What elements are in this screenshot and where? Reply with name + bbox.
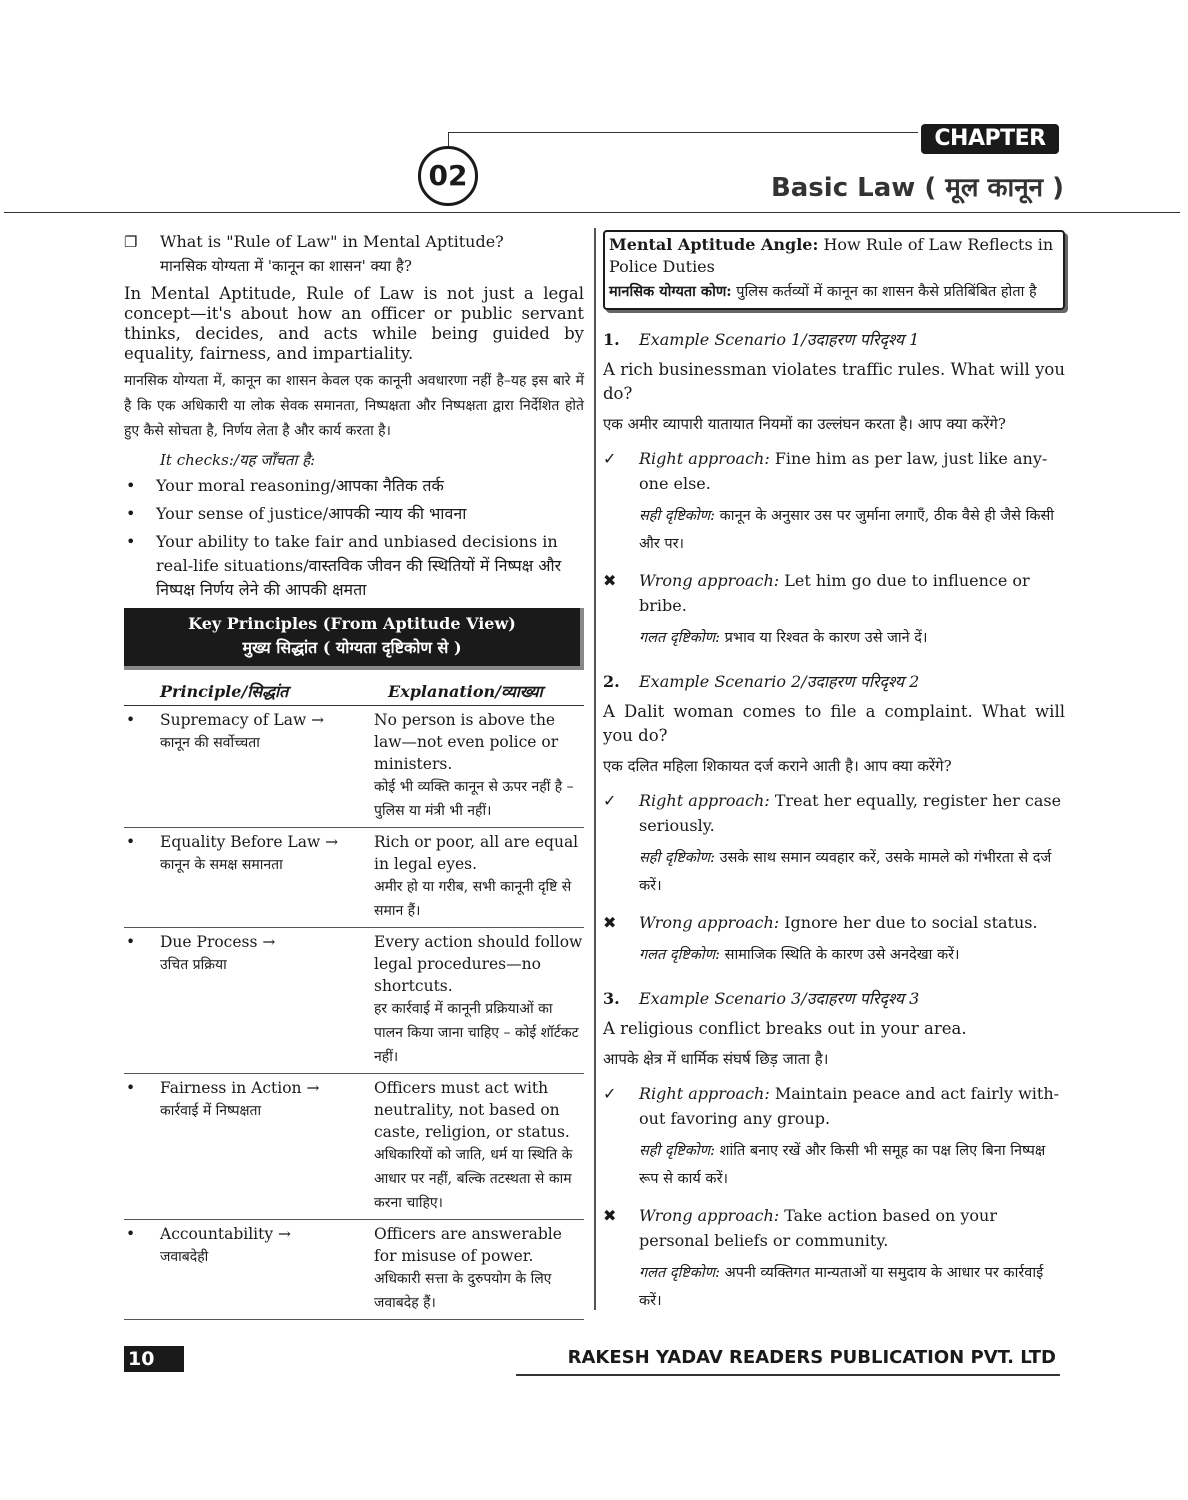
right-approach-label-hi: सही दृष्टिकोण: (639, 508, 716, 524)
list-item: • Your sense of justice/आपकी न्याय की भावना (124, 502, 584, 526)
key-principles-title-en: Key Principles (From Aptitude View) (188, 614, 516, 633)
wrong-approach-hi: सामाजिक स्थिति के कारण उसे अनदेखा करें। (724, 947, 960, 963)
key-principles-banner (124, 608, 584, 670)
principle-en: • Fairness in Action → (160, 1079, 320, 1097)
wrong-approach-en: Take action based on your personal beliefs or community. (639, 1206, 997, 1250)
scenario-number: 1. (603, 330, 620, 349)
list-item: • Your ability to take fair and unbiased decisions in real-life situations/वास्तविक जीवन की स्थितियों में निष्पक्ष और निष्पक्ष निर्णय लेने की आपकी क्षमता (124, 530, 584, 602)
scenario-question-en: A religious conflict breaks out in your area. (603, 1019, 967, 1038)
page-number: 10 (124, 1346, 184, 1372)
question-en: What is "Rule of Law" in Mental Aptitude? (160, 232, 504, 251)
right-approach-label-hi: सही दृष्टिकोण: (639, 1143, 716, 1159)
wrong-approach (603, 910, 1065, 969)
wrong-approach-hi: प्रभाव या रिश्वत के कारण उसे जाने दें। (724, 630, 928, 646)
right-approach-hi: उसके साथ समान व्यवहार करें, उसके मामले को गंभीरता से दर्ज करें। (639, 850, 1052, 894)
principle-hi: कानून के समक्ष समानता (160, 857, 283, 873)
right-approach-label: Right approach: (639, 449, 770, 468)
right-approach-en: Treat her equally, register her case seriously. (639, 791, 1062, 835)
wrong-approach-en: Ignore her due to social status. (784, 913, 1038, 932)
angle-label-en: Mental Aptitude Angle: (609, 235, 819, 254)
explanation-en: Officers are answerable for misuse of power. (374, 1225, 562, 1265)
right-approach-en: Maintain peace and act fairly with-out favoring any group. (639, 1084, 1060, 1128)
scenario-title: Example Scenario 2/उदाहरण परिदृश्य 2 (639, 672, 920, 691)
check-icon: ✓ (603, 791, 617, 810)
table-row (124, 928, 584, 1074)
principle-en: • Equality Before Law → (160, 833, 339, 851)
right-approach (603, 788, 1065, 900)
wrong-approach-hi: अपनी व्यक्तिगत मान्यताओं या समुदाय के आधार पर कार्रवाई करें। (639, 1265, 1044, 1309)
principle-hi: उचित प्रक्रिया (160, 957, 227, 973)
check-icon: ✓ (603, 449, 617, 468)
intro-en: In Mental Aptitude, Rule of Law is not just a legal concept—it's about how an officer or public servant thinks, decides, and acts while being guided by equality, fairness, and impartiality. (124, 284, 584, 363)
left-column (124, 230, 584, 1320)
wrong-approach (603, 568, 1065, 652)
right-approach (603, 446, 1065, 558)
principle-hi: कानून की सर्वोच्चता (160, 735, 260, 751)
wrong-approach-label-hi: गलत दृष्टिकोण: (639, 1265, 721, 1281)
scenario-1 (603, 328, 1065, 652)
explanation-en: No person is above the law—not even police or ministers. (374, 711, 559, 773)
explanation-hi: अधिकारी सत्ता के दुरुपयोग के लिए जवाबदेह हैं। (374, 1271, 552, 1311)
scenario-number: 2. (603, 672, 620, 691)
right-approach-en: Fine him as per law, just like any-one else. (639, 449, 1048, 493)
scenario-question-en: A rich businessman violates traffic rules. What will you do? (603, 360, 1065, 403)
cross-icon: ✖ (603, 913, 617, 932)
wrong-approach (603, 1203, 1065, 1315)
wrong-approach-label: Wrong approach: (639, 571, 780, 590)
mental-aptitude-angle-box (603, 230, 1065, 310)
header-tick (448, 132, 449, 146)
explanation-en: Officers must act with neutrality, not based on caste, religion, or status. (374, 1079, 570, 1141)
wrong-approach-label: Wrong approach: (639, 913, 780, 932)
scenario-2 (603, 670, 1065, 969)
principle-en: • Accountability → (160, 1225, 292, 1243)
angle-text-hi: पुलिस कर्तव्यों में कानून का शासन कैसे प्रतिबिंबित होता है (736, 284, 1037, 300)
question-hi: मानसिक योग्यता में 'कानून का शासन' क्या है? (160, 257, 412, 275)
table-row (124, 706, 584, 828)
wrong-approach-label: Wrong approach: (639, 1206, 780, 1225)
scenario-number: 3. (603, 989, 620, 1008)
checks-list (124, 474, 584, 602)
scenario-question-hi: एक दलित महिला शिकायत दर्ज कराने आती है। आप क्या करेंगे? (603, 757, 952, 775)
right-approach-hi: शांति बनाए रखें और किसी भी समूह का पक्ष लिए बिना निष्पक्ष रूप से कार्य करें। (639, 1143, 1046, 1187)
principle-hi: कार्रवाई में निष्पक्षता (160, 1103, 262, 1119)
publisher-name: RAKESH YADAV READERS PUBLICATION PVT. LTD (567, 1347, 1056, 1368)
scenario-question-hi: आपके क्षेत्र में धार्मिक संघर्ष छिड़ जाता है। (603, 1050, 829, 1068)
footer-rule (516, 1374, 1060, 1376)
wrong-approach-en: Let him go due to influence or bribe. (639, 571, 1030, 615)
right-approach-label: Right approach: (639, 1084, 770, 1103)
explanation-hi: अधिकारियों को जाति, धर्म या स्थिति के आधार पर नहीं, बल्कि तटस्थता से काम करना चाहिए। (374, 1147, 573, 1211)
right-approach-label-hi: सही दृष्टिकोण: (639, 850, 716, 866)
scenario-title: Example Scenario 1/उदाहरण परिदृश्य 1 (639, 330, 920, 349)
column-divider (594, 228, 596, 1310)
right-column (603, 230, 1065, 1315)
checkbox-icon: ❐ (124, 233, 138, 251)
wrong-approach-label-hi: गलत दृष्टिकोण: (639, 947, 721, 963)
angle-label-hi: मानसिक योग्यता कोण: (609, 283, 732, 300)
table-header-explanation: Explanation/व्याख्या (374, 678, 584, 706)
table-row (124, 1074, 584, 1220)
key-principles-title-hi: मुख्य सिद्धांत ( योग्यता दृष्टिकोण से ) (242, 638, 462, 657)
explanation-hi: अमीर हो या गरीब, सभी कानूनी दृष्टि से समान हैं। (374, 879, 572, 919)
list-item: • Your moral reasoning/आपका नैतिक तर्क (124, 474, 584, 498)
header-top-line (448, 132, 918, 133)
right-approach-label: Right approach: (639, 791, 770, 810)
scenario-3 (603, 987, 1065, 1315)
table-header-principle: Principle/सिद्धांत (124, 678, 374, 706)
principle-hi: जवाबदेही (160, 1249, 209, 1265)
principle-en: • Due Process → (160, 933, 276, 951)
scenario-question-hi: एक अमीर व्यापारी यातायात नियमों का उल्लंघन करता है। आप क्या करेंगे? (603, 415, 1006, 433)
intro-hi: मानसिक योग्यता में, कानून का शासन केवल एक कानूनी अवधारणा नहीं है–यह इस बारे में है कि एक अधिकारी या लोक सेवक समानता, निष्पक्षता और निष्पक्षता द्वारा निर्देशित होते हुए कैसे सोचता है, निर्णय लेता है और कार्य करता है। (124, 373, 584, 439)
explanation-en: Every action should follow legal procedures—no shortcuts. (374, 933, 583, 995)
principle-en: • Supremacy of Law → (160, 711, 325, 729)
checks-label: It checks:/यह जाँचता है: (160, 451, 316, 469)
wrong-approach-label-hi: गलत दृष्टिकोण: (639, 630, 721, 646)
chapter-badge: CHAPTER (921, 124, 1059, 154)
cross-icon: ✖ (603, 1206, 617, 1225)
right-approach (603, 1081, 1065, 1193)
header-rule (4, 212, 1180, 213)
angle-text-en: How Rule of Law Reflects in Police Duties (609, 235, 1054, 276)
explanation-hi: कोई भी व्यक्ति कानून से ऊपर नहीं है – पुलिस या मंत्री भी नहीं। (374, 779, 574, 819)
scenario-title: Example Scenario 3/उदाहरण परिदृश्य 3 (639, 989, 920, 1008)
chapter-title: Basic Law ( मूल कानून ) (770, 173, 1064, 203)
chapter-number: 02 (418, 146, 478, 206)
cross-icon: ✖ (603, 571, 617, 590)
principles-table (124, 678, 584, 1320)
table-row (124, 828, 584, 928)
question (124, 230, 584, 254)
table-row (124, 1220, 584, 1320)
scenario-question-en: A Dalit woman comes to file a complaint. What will you do? (603, 702, 1065, 745)
explanation-en: Rich or poor, all are equal in legal eyes. (374, 833, 579, 873)
right-approach-hi: कानून के अनुसार उस पर जुर्माना लगाएँ, ठीक वैसे ही जैसे किसी और पर। (639, 508, 1055, 552)
check-icon: ✓ (603, 1084, 617, 1103)
explanation-hi: हर कार्रवाई में कानूनी प्रक्रियाओं का पालन किया जाना चाहिए – कोई शॉर्टकट नहीं। (374, 1001, 579, 1065)
